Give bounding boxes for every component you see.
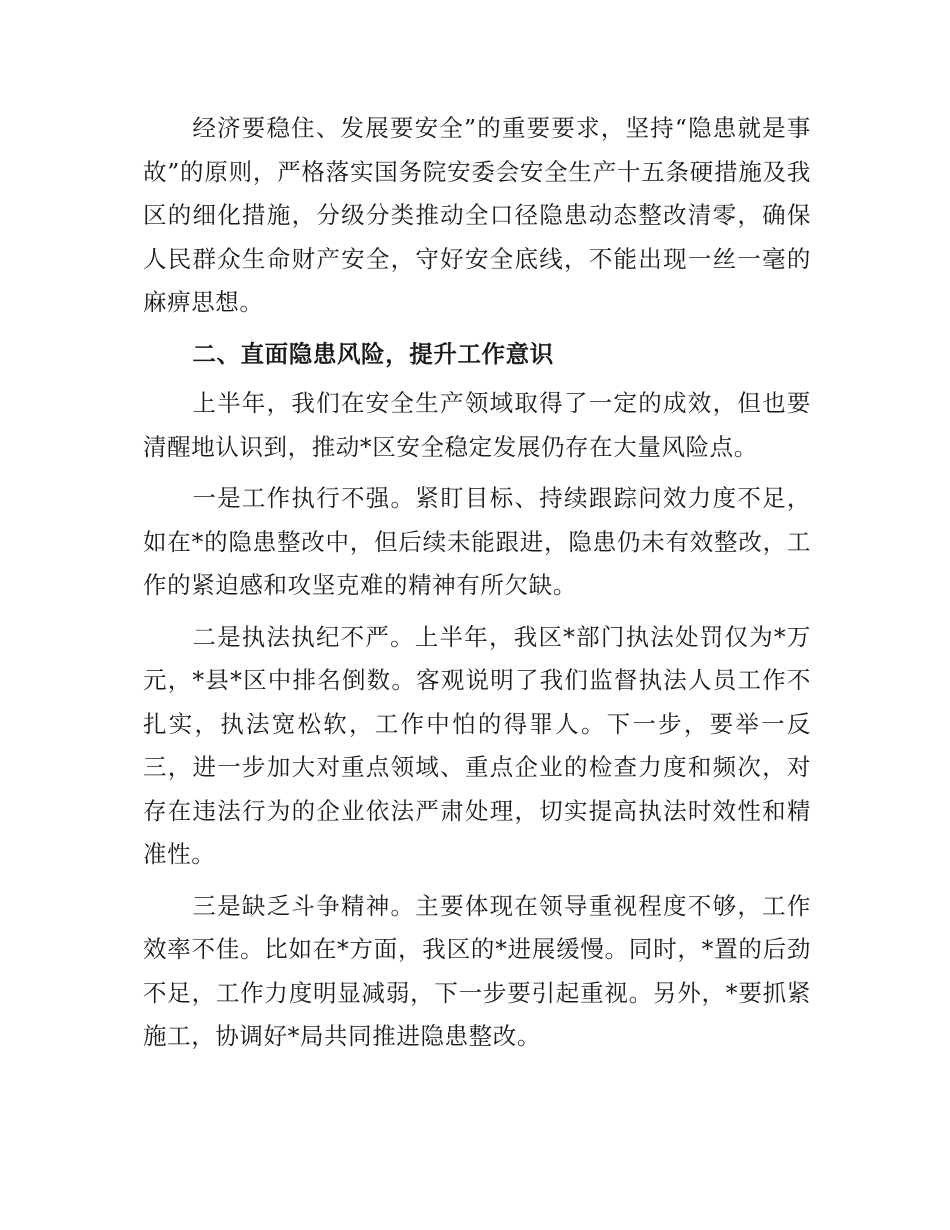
- paragraph-5: 三是缺乏斗争精神。主要体现在领导重视程度不够，工作效率不佳。比如在*方面，我区的*进展缓慢。同时，*置的后劲不足，工作力度明显减弱，下一步要引起重视。另外，*要抓紧施工，协调好*局共同推进隐患整改。: [143, 891, 811, 1050]
- section-heading-2: 二、直面隐患风险，提升工作意识: [192, 339, 554, 368]
- paragraph-2: 上半年，我们在安全生产领域取得了一定的成效，但也要清醒地认识到，推动*区安全稳定发展仍存在大量风险点。: [143, 389, 811, 461]
- paragraph-3: 一是工作执行不强。紧盯目标、持续跟踪问效力度不足，如在*的隐患整改中，但后续未能跟进，隐患仍未有效整改，工作的紧迫感和攻坚克难的精神有所欠缺。: [143, 484, 811, 599]
- document-page: [143, 107, 811, 1059]
- paragraph-1: 经济要稳住、发展要安全”的重要要求，坚持“隐患就是事故”的原则，严格落实国务院安委会安全生产十五条硬措施及我区的细化措施，分级分类推动全口径隐患动态整改清零，确保人民群众生命财产安全，守好安全底线，不能出现一丝一毫的麻痹思想。: [143, 114, 811, 316]
- paragraph-4: 二是执法执纪不严。上半年，我区*部门执法处罚仅为*万元，*县*区中排名倒数。客观说明了我们监督执法人员工作不扎实，执法宽松软，工作中怕的得罪人。下一步，要举一反三，进一步加大对重点领域、重点企业的检查力度和频次，对存在违法行为的企业依法严肃处理，切实提高执法时效性和精准性。: [143, 622, 811, 868]
